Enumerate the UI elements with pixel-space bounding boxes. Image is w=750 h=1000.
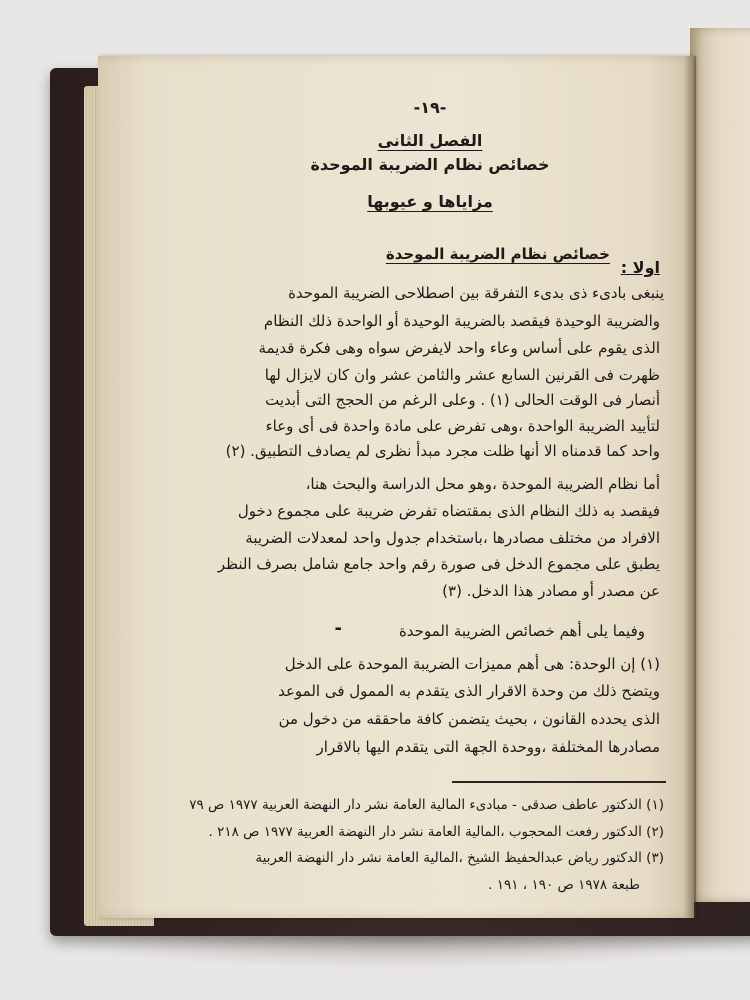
facing-page xyxy=(690,28,750,902)
chapter-title: خصائص نظام الضريبة الموحدة xyxy=(310,155,550,174)
paragraph2-line: فيقصد به ذلك النظام الذى بمقتضاه تفرض ضريبة على مجموع دخول xyxy=(237,502,660,520)
paragraph1-line: ظهرت فى القرنين السابع عشر والثامن عشر وان كان لايزال لها xyxy=(264,366,660,384)
paragraph1-line: ينبغى بادىء ذى بدىء التفرقة بين اصطلاحى الضريبة الموحدة xyxy=(288,284,664,302)
paragraph3-line: (١) إن الوحدة: هى أهم مميزات الضريبة الموحدة على الدخل xyxy=(284,655,660,673)
paragraph1-line: أنصار فى الوقت الحالى (١) . وعلى الرغم من الحجج التى أبديت xyxy=(265,391,660,409)
paragraph2-line: أما نظام الضريبة الموحدة ،وهو محل الدراسة والبحث هنا، xyxy=(305,475,660,493)
paragraph1-line: لتأييد الضريبة الواحدة ،وهى تفرض على مادة واحدة فى أى وعاء xyxy=(265,417,660,435)
page-gutter-shadow xyxy=(684,56,696,918)
footnote-separator xyxy=(452,781,666,783)
paragraph2-line: الافراد من مختلف مصادرها ،باستخدام جدول واحد لمعدلات الضريبة xyxy=(245,529,660,547)
paragraph3-line: الذى يحدده القانون ، بحيث يتضمن كافة ماحققه من دخول من xyxy=(278,710,660,728)
paragraph2-line: يطبق على مجموع الدخل فى صورة رقم واحد جامع شامل بصرف النظر xyxy=(217,555,660,573)
footnote: طبعة ١٩٧٨ ص ١٩٠ ، ١٩١ . xyxy=(488,877,640,893)
paragraph3-line: ويتضح ذلك من وحدة الاقرار الذى يتقدم به الممول فى الموعد xyxy=(278,682,660,700)
footnote: (١) الدكتور عاطف صدقى - مبادىء المالية العامة نشر دار النهضة العربية ١٩٧٧ ص ٧٩ xyxy=(189,797,664,813)
chapter-label: الفصل الثانى xyxy=(377,131,483,150)
footnote: (٢) الدكتور رفعت المحجوب ،المالية العامة نشر دار النهضة العربية ١٩٧٧ ص ٢١٨ . xyxy=(208,824,664,840)
list-intro: وفيما يلى أهم خصائص الضريبة الموحدة xyxy=(398,622,645,640)
list-intro-dash: - xyxy=(334,618,342,639)
paragraph2-line: عن مصدر أو مصادر هذا الدخل. (٣) xyxy=(442,582,660,600)
page-number: -١٩- xyxy=(413,98,447,117)
paragraph1-line: والضريبة الوحيدة فيقصد بالضريبة الوحيدة أو الواحدة ذلك النظام xyxy=(263,312,660,330)
footnote: (٣) الدكتور رياض عبدالحفيظ الشيخ ،المالية العامة نشر دار النهضة العربية xyxy=(255,850,664,866)
paragraph1-line: واحد كما قدمناه الا أنها ظلت مجرد مبدأ نظرى لم يصادف التطبيق. (٢) xyxy=(225,442,660,460)
section-heading: خصائص نظام الضريبة الموحدة xyxy=(385,245,610,263)
paragraph3-line: مصادرها المختلفة ،ووحدة الجهة التى يتقدم اليها بالاقرار xyxy=(316,738,660,756)
chapter-subtitle: مزاياها و عيوبها xyxy=(367,192,493,211)
paragraph1-line: الذى يقوم على أساس وعاء واحد لايفرض سواه وهى فكرة قديمة xyxy=(258,339,660,357)
section-marker: اولا : xyxy=(620,258,660,277)
